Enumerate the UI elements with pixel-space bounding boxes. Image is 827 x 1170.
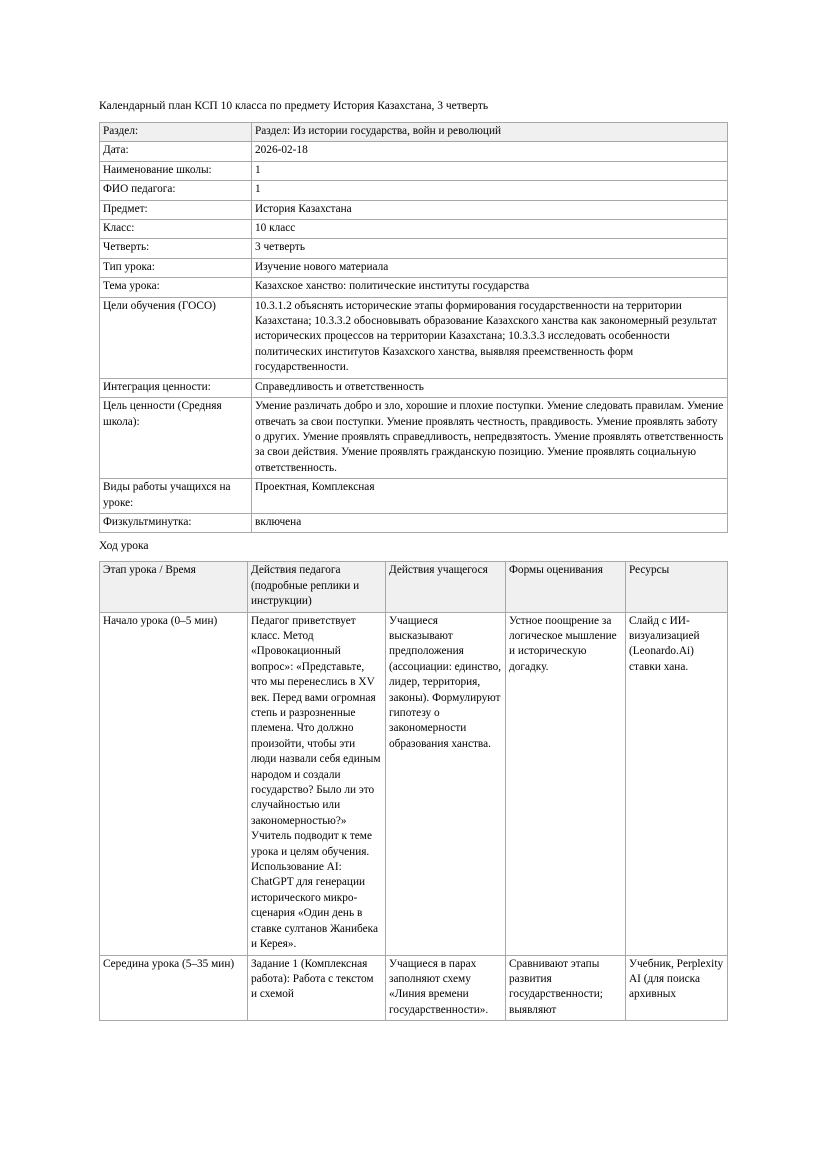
- lesson-plan-wrapper: [99, 561, 728, 1021]
- table-row: [100, 220, 728, 239]
- info-row-value: 10 класс: [252, 220, 728, 239]
- info-row-label: Тема урока:: [100, 278, 252, 297]
- assessment-cell: Устное поощрение за логическое мышление и историческую догадку.: [506, 612, 626, 955]
- table-row: [100, 955, 728, 1021]
- info-row-label: Класс:: [100, 220, 252, 239]
- stage-cell: Начало урока (0–5 мин): [100, 612, 248, 955]
- info-row-label: Виды работы учащихся на уроке:: [100, 479, 252, 514]
- assessment-cell: Сравнивают этапы развития государственности; выявляют: [506, 955, 626, 1021]
- info-row-value: Умение различать добро и зло, хорошие и плохие поступки. Умение следовать правилам. Умение отвечать за свои поступки. Умение проявлять честность, правдивость. Умение проявлять заботу о других. Умение проявлять справедливость, непредвзятость. Умение проявлять ответственность за свои действия. Умение проявлять гражданскую позицию. Умение проявлять социальную ответственность.: [252, 398, 728, 479]
- teacher-actions-cell: Педагог приветствует класс. Метод «Провокационный вопрос»: «Представьте, что мы перенеслись в XV век. Перед вами огромная степь и разрозненные племена. Что должно произойти, чтобы эти люди назвали себя единым народом и создали государство? Было ли это случайностью или закономерностью?» Учитель подводит к теме урока и целям обучения. Использование AI: ChatGPT для генерации исторического микро-сценария «Один день в ставке султанов Жанибека и Керея».: [248, 612, 386, 955]
- info-row-value: Проектная, Комплексная: [252, 479, 728, 514]
- table-row: [100, 278, 728, 297]
- info-row-value: Раздел: Из истории государства, войн и революций: [252, 123, 728, 142]
- stage-cell: Середина урока (5–35 мин): [100, 955, 248, 1021]
- resources-cell: Учебник, Perplexity AI (для поиска архивных: [626, 955, 728, 1021]
- table-row: [100, 142, 728, 161]
- info-row-label: Физкультминутка:: [100, 513, 252, 532]
- column-header: Формы оценивания: [506, 562, 626, 612]
- info-row-value: Изучение нового материала: [252, 258, 728, 277]
- column-header: Действия педагога (подробные реплики и инструкции): [248, 562, 386, 612]
- info-row-label: Наименование школы:: [100, 161, 252, 180]
- info-row-label: Цель ценности (Средняя школа):: [100, 398, 252, 479]
- info-row-label: Раздел:: [100, 123, 252, 142]
- info-row-value: 10.3.1.2 объяснять исторические этапы формирования государственности на территории Казахстана; 10.3.3.2 обосновывать образование Казахского ханства как закономерный результат исторических процессов на территории Казахстана; 10.3.3.3 исследовать особенности политических институтов Казахского ханства, выявляя преемственность форм государственности.: [252, 297, 728, 378]
- info-row-value: Казахское ханство: политические институты государства: [252, 278, 728, 297]
- table-row: [100, 398, 728, 479]
- student-actions-cell: Учащиеся в парах заполняют схему «Линия времени государственности».: [386, 955, 506, 1021]
- info-row-label: Интеграция ценности:: [100, 378, 252, 397]
- teacher-actions-cell: Задание 1 (Комплексная работа): Работа с текстом и схемой: [248, 955, 386, 1021]
- lesson-info-table: [99, 122, 728, 533]
- info-row-value: 3 четверть: [252, 239, 728, 258]
- info-row-label: Тип урока:: [100, 258, 252, 277]
- column-header: Ресурсы: [626, 562, 728, 612]
- table-row: [100, 239, 728, 258]
- info-row-value: 1: [252, 181, 728, 200]
- info-row-value: 1: [252, 161, 728, 180]
- info-row-value: История Казахстана: [252, 200, 728, 219]
- lesson-info-body: [100, 123, 728, 533]
- column-header: Этап урока / Время: [100, 562, 248, 612]
- table-row: [100, 181, 728, 200]
- page-title: Календарный план КСП 10 класса по предмету История Казахстана, 3 четверть: [99, 100, 489, 112]
- table-row: [100, 513, 728, 532]
- table-row: [100, 479, 728, 514]
- table-row: [100, 612, 728, 955]
- info-row-label: Четверть:: [100, 239, 252, 258]
- table-row: [100, 161, 728, 180]
- table-row: [100, 378, 728, 397]
- info-row-value: Справедливость и ответственность: [252, 378, 728, 397]
- table-row: [100, 258, 728, 277]
- lesson-plan-table: [99, 561, 728, 1021]
- info-row-label: Предмет:: [100, 200, 252, 219]
- info-row-value: включена: [252, 513, 728, 532]
- student-actions-cell: Учащиеся высказывают предположения (ассоциации: единство, лидер, территория, законы). Формулируют гипотезу о закономерности образования ханства.: [386, 612, 506, 955]
- table-row: [100, 297, 728, 378]
- lesson-plan-body: [100, 612, 728, 1021]
- info-row-label: ФИО педагога:: [100, 181, 252, 200]
- resources-cell: Слайд с ИИ-визуализацией (Leonardo.Ai) ставки хана.: [626, 612, 728, 955]
- table-row: [100, 123, 728, 142]
- info-row-label: Цели обучения (ГОСО): [100, 297, 252, 378]
- table-header-row: [100, 562, 728, 612]
- info-row-value: 2026-02-18: [252, 142, 728, 161]
- table-row: [100, 200, 728, 219]
- column-header: Действия учащегося: [386, 562, 506, 612]
- info-row-label: Дата:: [100, 142, 252, 161]
- lesson-plan-head: [100, 562, 728, 612]
- lesson-flow-label: Ход урока: [99, 540, 149, 553]
